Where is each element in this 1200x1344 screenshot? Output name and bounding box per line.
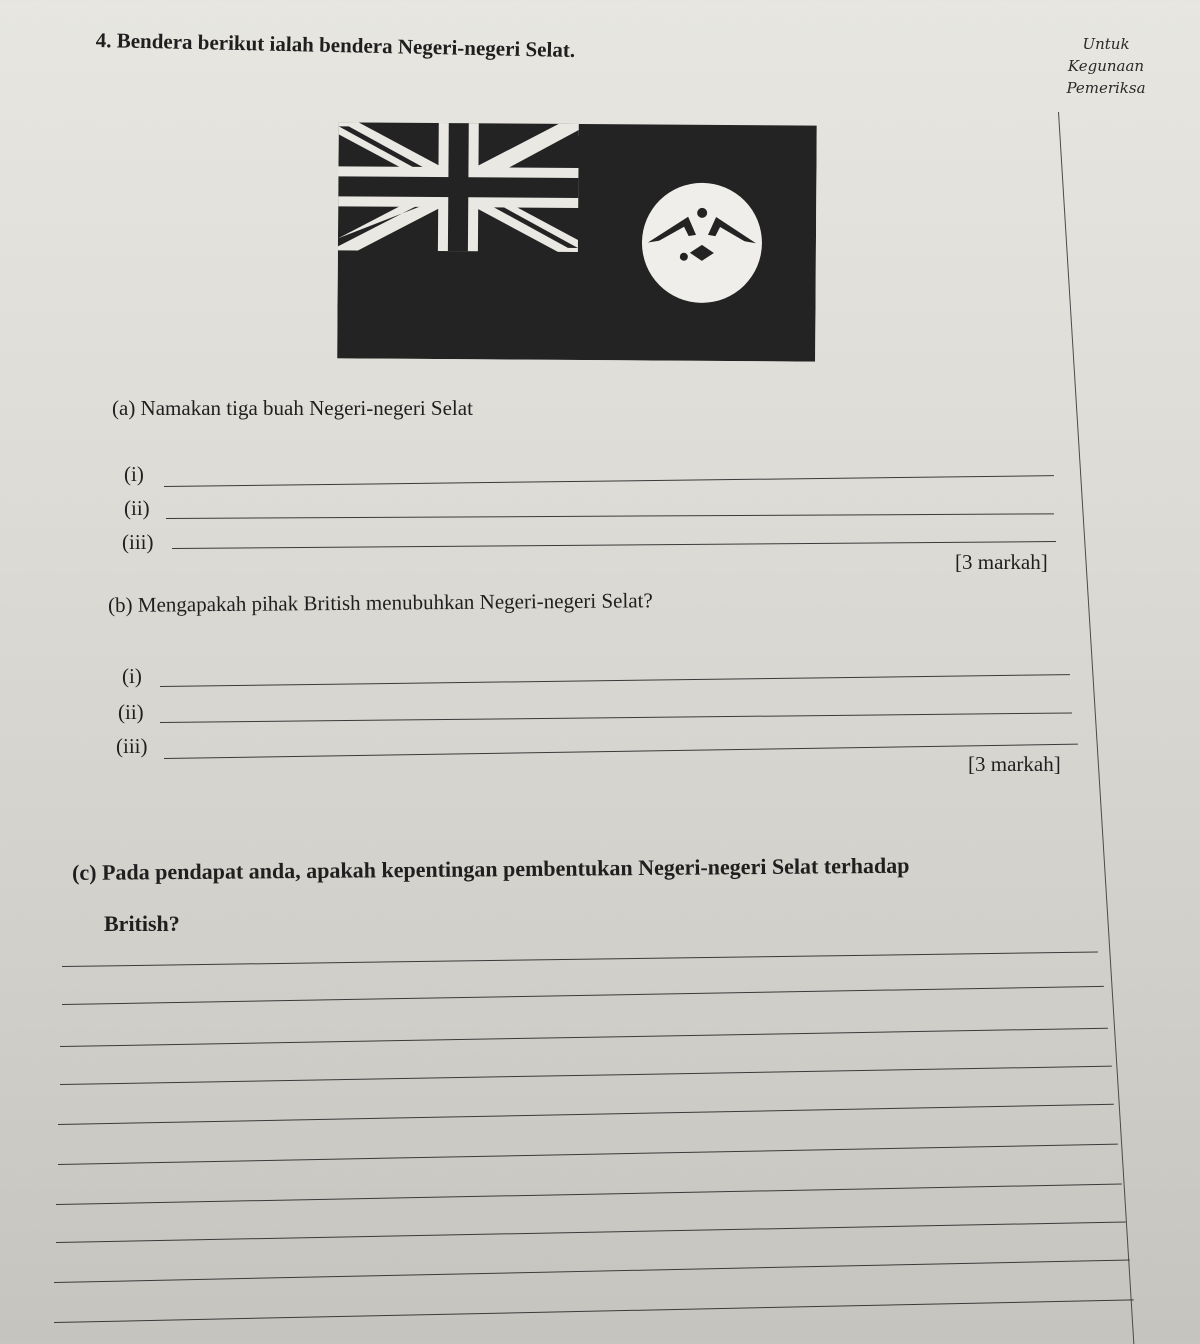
part-c-answer-line-9[interactable]: [54, 1259, 1130, 1283]
examiner-use-label: [1060, 33, 1152, 99]
part-c-answer-line-6[interactable]: [58, 1144, 1118, 1165]
union-jack-canton: [338, 122, 579, 252]
part-a-answer-line-2[interactable]: [166, 513, 1054, 519]
straits-settlements-flag-image: [337, 110, 817, 361]
part-a-answer-line-3[interactable]: [172, 541, 1056, 549]
part-a-item-3-label: (iii): [122, 530, 154, 554]
part-c-answer-line-7[interactable]: [56, 1184, 1122, 1205]
part-b-item-2-label: (ii): [118, 700, 144, 724]
flag-badge-emblem: [642, 182, 763, 303]
part-c-answer-line-1[interactable]: [62, 952, 1098, 967]
question-title: 4. Bendera berikut ialah bendera Negeri-negeri Selat.: [95, 28, 576, 63]
part-b-answer-line-3[interactable]: [164, 744, 1078, 759]
examiner-margin-rule: [1058, 112, 1200, 1344]
part-c-answer-line-3[interactable]: [60, 1028, 1108, 1047]
part-c-answer-line-2[interactable]: [62, 986, 1104, 1005]
part-c-answer-line-5[interactable]: [58, 1104, 1114, 1125]
part-c-answer-line-8[interactable]: [56, 1221, 1126, 1243]
part-c-answer-line-4[interactable]: [60, 1066, 1112, 1085]
part-b-item-1-label: (i): [122, 664, 142, 688]
part-c-answer-line-10[interactable]: [54, 1299, 1134, 1323]
part-a-item-1-label: (i): [124, 462, 144, 486]
part-b-prompt: (b) Mengapakah pihak British menubuhkan Negeri-negeri Selat?: [108, 588, 653, 617]
part-b-answer-line-2[interactable]: [160, 712, 1072, 723]
part-c-prompt-line-2: British?: [104, 911, 180, 936]
part-b-item-3-label: (iii): [116, 734, 148, 758]
part-b-answer-line-1[interactable]: [160, 674, 1070, 687]
part-a-item-2-label: (ii): [124, 496, 150, 520]
part-c-prompt-line-1: (c) Pada pendapat anda, apakah kepentingan pembentukan Negeri-negeri Selat terhadap: [72, 852, 910, 885]
part-a-answer-line-1[interactable]: [164, 475, 1054, 487]
part-a-prompt: (a) Namakan tiga buah Negeri-negeri Selat: [112, 396, 473, 420]
examiner-label-line1: Untuk: [1082, 35, 1130, 53]
examiner-label-line2: Kegunaan: [1067, 57, 1145, 75]
part-b-marks: [3 markah]: [968, 752, 1061, 776]
examiner-label-line3: Pemeriksa: [1066, 79, 1146, 97]
part-a-marks: [3 markah]: [955, 550, 1048, 574]
